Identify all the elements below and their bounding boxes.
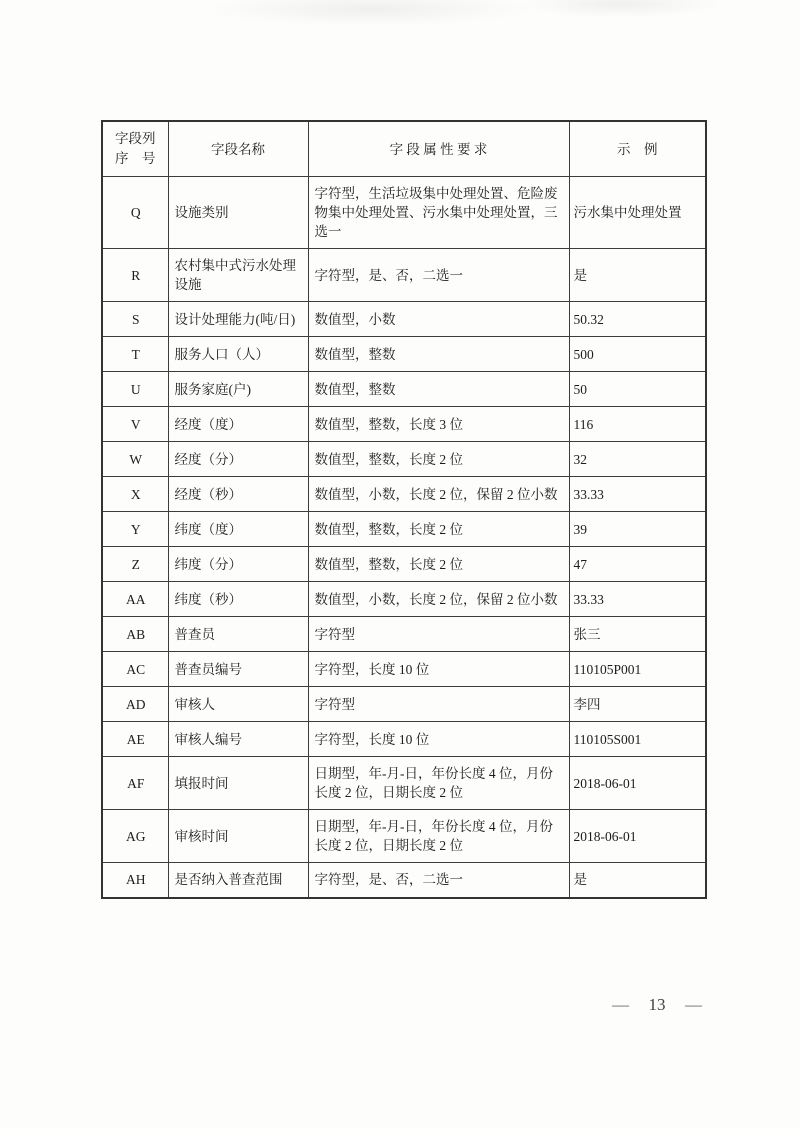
table-row — [102, 810, 706, 863]
field-name-cell: 设计处理能力(吨/日) — [168, 302, 308, 337]
field-example-cell: 污水集中处理处置 — [569, 177, 706, 249]
field-sequence-cell: Z — [102, 547, 168, 582]
field-sequence-cell: AH — [102, 863, 168, 898]
field-example-cell: 是 — [569, 249, 706, 302]
field-name-cell: 填报时间 — [168, 757, 308, 810]
field-attr-cell: 数值型，整数 — [308, 372, 569, 407]
field-attr-cell: 数值型，小数，长度 2 位，保留 2 位小数 — [308, 477, 569, 512]
table-row — [102, 372, 706, 407]
field-example-cell: 32 — [569, 442, 706, 477]
field-example-cell: 47 — [569, 547, 706, 582]
field-sequence-cell: Q — [102, 177, 168, 249]
table-row — [102, 477, 706, 512]
field-sequence-cell: AE — [102, 722, 168, 757]
field-attr-cell: 字符型，是、否，二选一 — [308, 249, 569, 302]
table-row — [102, 512, 706, 547]
table-row — [102, 407, 706, 442]
table-header — [102, 121, 706, 177]
field-attr-cell: 字符型 — [308, 617, 569, 652]
table-row — [102, 757, 706, 810]
field-name-cell: 设施类别 — [168, 177, 308, 249]
field-name-cell: 审核人 — [168, 687, 308, 722]
field-attr-cell: 数值型，整数，长度 2 位 — [308, 547, 569, 582]
field-attr-cell: 字符型 — [308, 687, 569, 722]
field-sequence-cell: R — [102, 249, 168, 302]
field-sequence-cell: W — [102, 442, 168, 477]
field-sequence-cell: Y — [102, 512, 168, 547]
field-attr-cell: 日期型，年-月-日，年份长度 4 位，月份长度 2 位，日期长度 2 位 — [308, 757, 569, 810]
field-name-cell: 普查员 — [168, 617, 308, 652]
field-name-cell: 是否纳入普查范围 — [168, 863, 308, 898]
field-attr-cell: 数值型，整数 — [308, 337, 569, 372]
field-sequence-cell: AG — [102, 810, 168, 863]
table-row — [102, 442, 706, 477]
table-row — [102, 722, 706, 757]
field-sequence-cell: AC — [102, 652, 168, 687]
scan-smudge — [520, 0, 720, 18]
table-row — [102, 302, 706, 337]
field-attr-cell: 字符型，生活垃圾集中处理处置、危险废物集中处理处置、污水集中处理处置，三选一 — [308, 177, 569, 249]
field-name-cell: 纬度（分） — [168, 547, 308, 582]
table-row — [102, 547, 706, 582]
table-row — [102, 687, 706, 722]
field-example-cell: 2018-06-01 — [569, 757, 706, 810]
header-field-sequence-line2: 序 号 — [115, 151, 156, 166]
field-attr-cell: 字符型，长度 10 位 — [308, 722, 569, 757]
field-attr-cell: 字符型，长度 10 位 — [308, 652, 569, 687]
field-example-cell: 50 — [569, 372, 706, 407]
footer-dash-right: — — [685, 995, 702, 1014]
header-field-name: 字段名称 — [168, 121, 308, 177]
page-number-footer — [612, 995, 702, 1015]
field-attr-cell: 数值型，小数 — [308, 302, 569, 337]
field-attr-cell: 数值型，小数，长度 2 位，保留 2 位小数 — [308, 582, 569, 617]
table-row — [102, 249, 706, 302]
field-example-cell: 2018-06-01 — [569, 810, 706, 863]
field-name-cell: 经度（度） — [168, 407, 308, 442]
scan-smudge — [205, 0, 535, 26]
header-field-sequence-line1: 字段列 — [115, 131, 156, 146]
table-row — [102, 652, 706, 687]
field-example-cell: 110105P001 — [569, 652, 706, 687]
field-example-cell: 是 — [569, 863, 706, 898]
field-name-cell: 服务家庭(户) — [168, 372, 308, 407]
field-sequence-cell: AA — [102, 582, 168, 617]
field-example-cell: 110105S001 — [569, 722, 706, 757]
field-attr-cell: 字符型，是、否，二选一 — [308, 863, 569, 898]
field-sequence-cell: T — [102, 337, 168, 372]
field-name-cell: 农村集中式污水处理设施 — [168, 249, 308, 302]
field-attr-cell: 数值型，整数，长度 2 位 — [308, 512, 569, 547]
field-name-cell: 服务人口（人） — [168, 337, 308, 372]
table-row — [102, 582, 706, 617]
field-name-cell: 经度（秒） — [168, 477, 308, 512]
field-example-cell: 张三 — [569, 617, 706, 652]
field-example-cell: 116 — [569, 407, 706, 442]
field-name-cell: 审核时间 — [168, 810, 308, 863]
header-field-attr: 字 段 属 性 要 求 — [308, 121, 569, 177]
page-number: 13 — [648, 995, 666, 1014]
field-spec-table — [101, 120, 707, 899]
field-sequence-cell: X — [102, 477, 168, 512]
field-name-cell: 普查员编号 — [168, 652, 308, 687]
header-row — [102, 121, 706, 177]
field-attr-cell: 数值型，整数，长度 3 位 — [308, 407, 569, 442]
field-sequence-cell: U — [102, 372, 168, 407]
field-sequence-cell: AF — [102, 757, 168, 810]
field-example-cell: 500 — [569, 337, 706, 372]
field-example-cell: 33.33 — [569, 582, 706, 617]
field-sequence-cell: S — [102, 302, 168, 337]
field-example-cell: 50.32 — [569, 302, 706, 337]
field-example-cell: 33.33 — [569, 477, 706, 512]
field-sequence-cell: AB — [102, 617, 168, 652]
table-row — [102, 177, 706, 249]
table-row — [102, 337, 706, 372]
field-sequence-cell: V — [102, 407, 168, 442]
header-field-sequence — [102, 121, 168, 177]
field-name-cell: 纬度（秒） — [168, 582, 308, 617]
field-example-cell: 39 — [569, 512, 706, 547]
field-example-cell: 李四 — [569, 687, 706, 722]
table-body — [102, 177, 706, 898]
field-attr-cell: 数值型，整数，长度 2 位 — [308, 442, 569, 477]
table-row — [102, 617, 706, 652]
field-name-cell: 审核人编号 — [168, 722, 308, 757]
table-row — [102, 863, 706, 898]
footer-dash-left: — — [612, 995, 629, 1014]
field-attr-cell: 日期型，年-月-日，年份长度 4 位，月份长度 2 位，日期长度 2 位 — [308, 810, 569, 863]
header-example: 示 例 — [569, 121, 706, 177]
field-sequence-cell: AD — [102, 687, 168, 722]
field-name-cell: 纬度（度） — [168, 512, 308, 547]
field-name-cell: 经度（分） — [168, 442, 308, 477]
